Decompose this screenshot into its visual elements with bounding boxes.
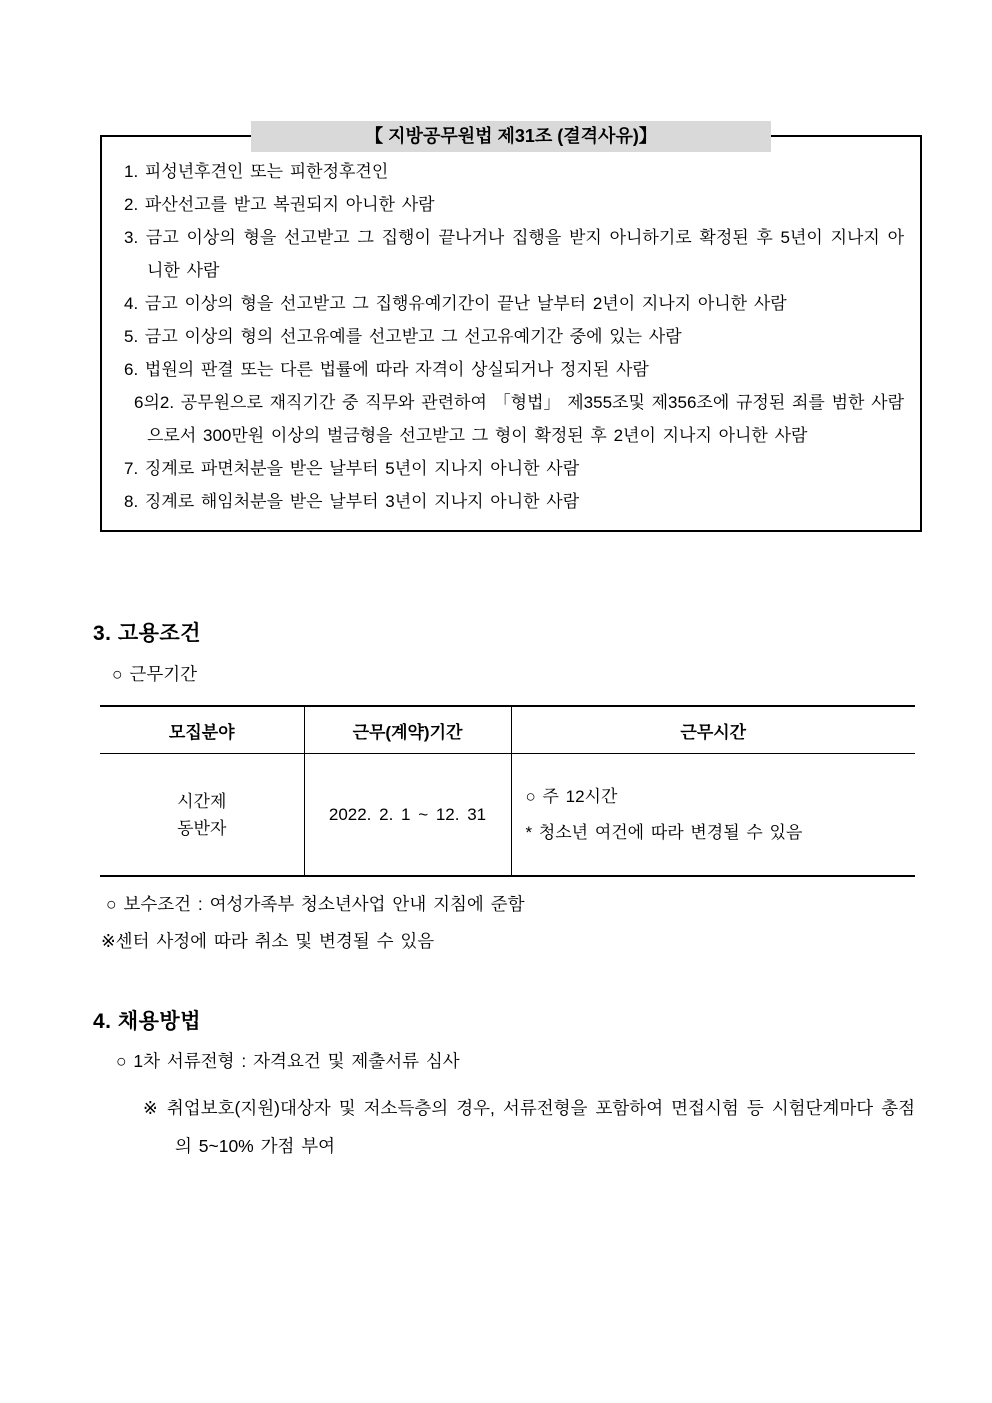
law-item-2: 2. 파산선고를 받고 복권되지 아니한 사람 [124,195,435,214]
law-box-title: 【 지방공무원법 제31조 (결격사유)】 [251,121,771,152]
section-3-heading: 3. 고용조건 [93,622,201,645]
header-work-hours: 근무시간 [511,706,915,754]
work-period-label: ○ 근무기간 [112,664,198,684]
law-item-7: 7. 징계로 파면처분을 받은 날부터 5년이 지나지 아니한 사람 [124,459,580,478]
field-line-1: 시간제 [177,791,227,811]
change-note-line: ※센터 사정에 따라 취소 및 변경될 수 있음 [101,931,435,951]
table-row [100,754,915,877]
law-excerpt-box [100,126,922,532]
cell-contract-period: 2022. 2. 1 ~ 12. 31 [304,754,511,877]
law-item-6: 6. 법원의 판결 또는 다른 법률에 따라 자격이 상실되거나 정지된 사람 [124,360,649,379]
table-header-row [100,706,915,754]
law-item-6-2: 6의2. 공무원으로 재직기간 중 직무와 관련하여 「형법」 제355조및 제356조에 규정된 죄를 범한 사람으로서 300만원 이상의 벌금형을 선고받고 그 형이 확정된 후 2년이 지나지 아니한 사람 [134,393,904,445]
law-item-3: 3. 금고 이상의 형을 선고받고 그 집행이 끝나거나 집행을 받지 아니하기로 확정된 후 5년이 지나지 아니한 사람 [124,228,904,280]
cell-work-hours [511,754,915,877]
header-contract-period: 근무(계약)기간 [304,706,511,754]
cell-recruitment-field [100,754,304,877]
law-item-4: 4. 금고 이상의 형을 선고받고 그 집행유예기간이 끝난 날부터 2년이 지나지 아니한 사람 [124,294,787,313]
work-hours-main: ○ 주 12시간 [525,786,618,806]
law-item-1: 1. 피성년후견인 또는 피한정후견인 [124,162,389,181]
bonus-note-line: ※ 취업보호(지원)대상자 및 저소득층의 경우, 서류전형을 포함하여 면접시험 등 시험단계마다 총점의 5~10% 가점 부여 [143,1098,915,1156]
employment-conditions-table [100,705,915,877]
law-item-5: 5. 금고 이상의 형의 선고유예를 선고받고 그 선고유예기간 중에 있는 사람 [124,327,682,346]
field-line-2: 동반자 [177,818,227,838]
law-item-8: 8. 징계로 해임처분을 받은 날부터 3년이 지나지 아니한 사람 [124,492,580,511]
section-4-heading: 4. 채용방법 [93,1010,201,1033]
law-item-list [120,155,904,518]
first-step-line: ○ 1차 서류전형 : 자격요건 및 제출서류 심사 [116,1051,460,1071]
header-recruitment-field: 모집분야 [100,706,304,754]
pay-condition-line: ○ 보수조건 : 여성가족부 청소년사업 안내 지침에 준함 [106,894,525,914]
work-hours-note: * 청소년 여건에 따라 변경될 수 있음 [525,822,803,842]
